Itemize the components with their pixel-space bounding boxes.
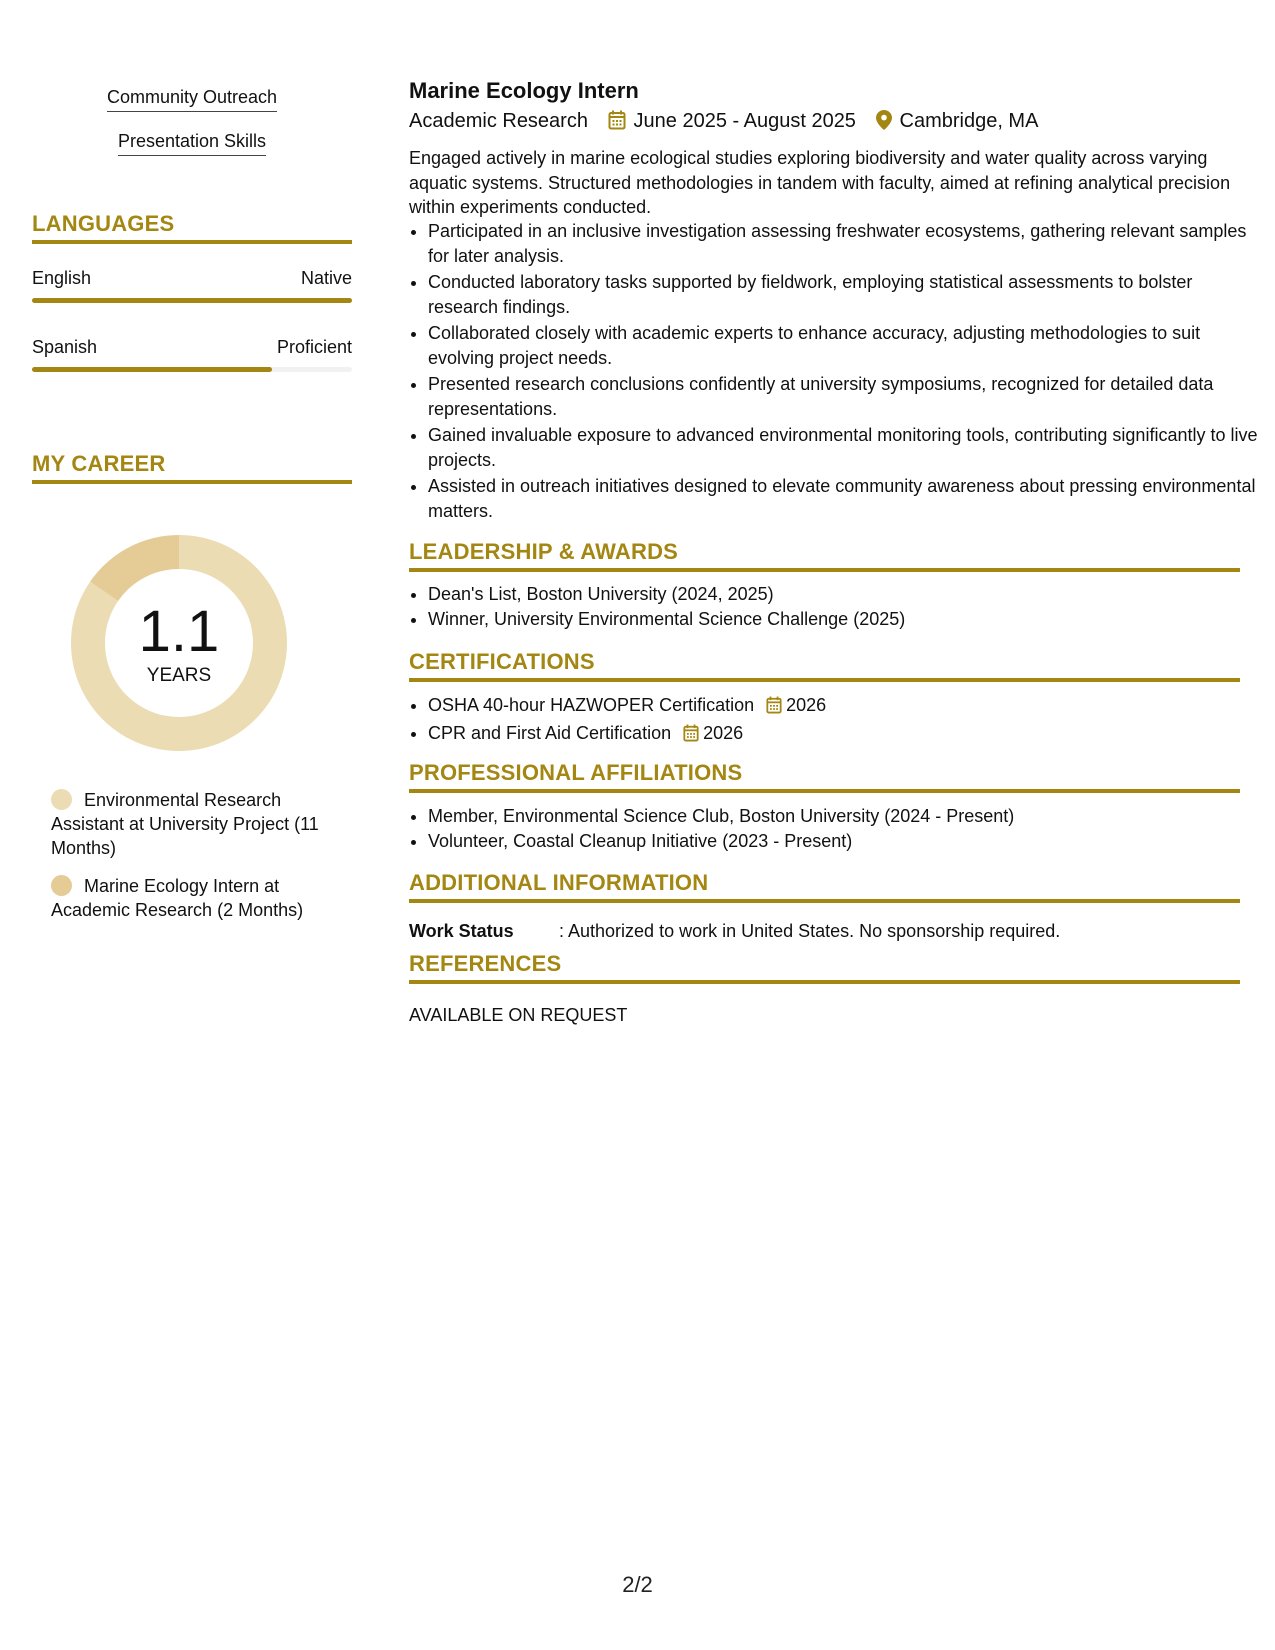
languages-heading: LANGUAGES — [32, 210, 352, 244]
list-item: • Collaborated closely with academic experts to enhance accuracy, adjusting methodologies to suit evolving project needs. — [428, 321, 1259, 370]
additional-info-heading: ADDITIONAL INFORMATION — [409, 869, 1240, 903]
work-status-value: : Authorized to work in United States. No sponsorship required. — [559, 921, 1061, 941]
job-description: Engaged actively in marine ecological studies exploring biodiversity and water quality across varying aquatic systems. Structured methodologies in tandem with faculty, aimed at refining analytical precision within experiments conducted. — [409, 148, 1231, 217]
cert-year: 2026 — [786, 695, 827, 715]
affiliations-heading: PROFESSIONAL AFFILIATIONS — [409, 759, 1240, 793]
list-item: • Member, Environmental Science Club, Boston University (2024 - Present) — [428, 804, 1259, 829]
list-item: • Dean's List, Boston University (2024, 2025) — [428, 582, 1259, 607]
language-bar-fill — [32, 298, 352, 303]
language-row — [32, 337, 352, 359]
language-bar-fill — [32, 367, 272, 372]
location-pin-icon — [876, 110, 892, 136]
cert-name: CPR and First Aid Certification — [428, 722, 672, 743]
list-item: • Conducted laboratory tasks supported by fieldwork, employing statistical assessments to bolster research findings. — [428, 270, 1259, 319]
list-item — [428, 693, 1259, 721]
career-heading: MY CAREER — [32, 450, 352, 484]
language-level: Native — [300, 268, 352, 288]
job-company: Academic Research — [409, 110, 588, 132]
skill-label: Community Outreach — [107, 86, 277, 112]
skill-tag — [32, 130, 352, 156]
list-item: • Gained invaluable exposure to advanced environmental monitoring tools, contributing significantly to live projects. — [428, 423, 1259, 472]
job-title: Marine Ecology Intern — [409, 78, 639, 103]
list-item: • Participated in an inclusive investigation assessing freshwater ecosystems, gathering relevant samples for later analysis. — [428, 219, 1259, 268]
skill-label: Presentation Skills — [118, 130, 266, 156]
skill-tag — [32, 86, 352, 112]
career-legend-dot — [51, 875, 72, 896]
language-level: Proficient — [276, 337, 352, 357]
career-legend-label: Environmental Research Assistant at University Project (11 Months) — [51, 790, 319, 858]
list-item — [428, 721, 1259, 749]
language-bar — [32, 367, 352, 372]
cert-year: 2026 — [703, 722, 744, 743]
list-item: • Assisted in outreach initiatives designed to elevate community awareness about pressing environmental matters. — [428, 474, 1259, 523]
job-dates: June 2025 - August 2025 — [633, 110, 856, 132]
work-status-row — [409, 921, 1240, 942]
references-heading: REFERENCES — [409, 950, 1240, 984]
calendar-icon — [608, 110, 626, 136]
references-text: AVAILABLE ON REQUEST — [409, 1005, 628, 1025]
certifications-heading: CERTIFICATIONS — [409, 648, 1240, 682]
career-legend-label: Marine Ecology Intern at Academic Research (2 Months) — [51, 876, 304, 920]
job-location: Cambridge, MA — [899, 110, 1039, 132]
calendar-icon — [766, 696, 782, 721]
affiliations-list — [409, 804, 1259, 853]
awards-list — [409, 582, 1259, 631]
job-meta — [409, 110, 1038, 136]
work-status-label: Work Status — [409, 921, 514, 941]
career-legend-item — [51, 788, 341, 860]
calendar-icon — [683, 724, 699, 749]
language-name: English — [32, 268, 92, 288]
language-bar — [32, 298, 352, 303]
cert-name: OSHA 40-hour HAZWOPER Certification — [428, 695, 755, 715]
awards-heading: LEADERSHIP & AWARDS — [409, 538, 1240, 572]
job-bullets — [409, 219, 1259, 525]
career-years-value: 1.1 — [138, 599, 220, 664]
page-number: 2/2 — [622, 1572, 653, 1597]
career-legend-dot — [51, 789, 72, 810]
career-legend-item — [51, 874, 341, 922]
certifications-list — [409, 693, 1259, 748]
language-row — [32, 268, 352, 290]
list-item: • Presented research conclusions confidently at university symposiums, recognized for detailed data representations. — [428, 372, 1259, 421]
language-name: Spanish — [32, 337, 98, 357]
list-item: • Winner, University Environmental Science Challenge (2025) — [428, 607, 1259, 632]
career-years-unit: YEARS — [146, 665, 212, 686]
list-item: • Volunteer, Coastal Cleanup Initiative (2023 - Present) — [428, 829, 1259, 854]
